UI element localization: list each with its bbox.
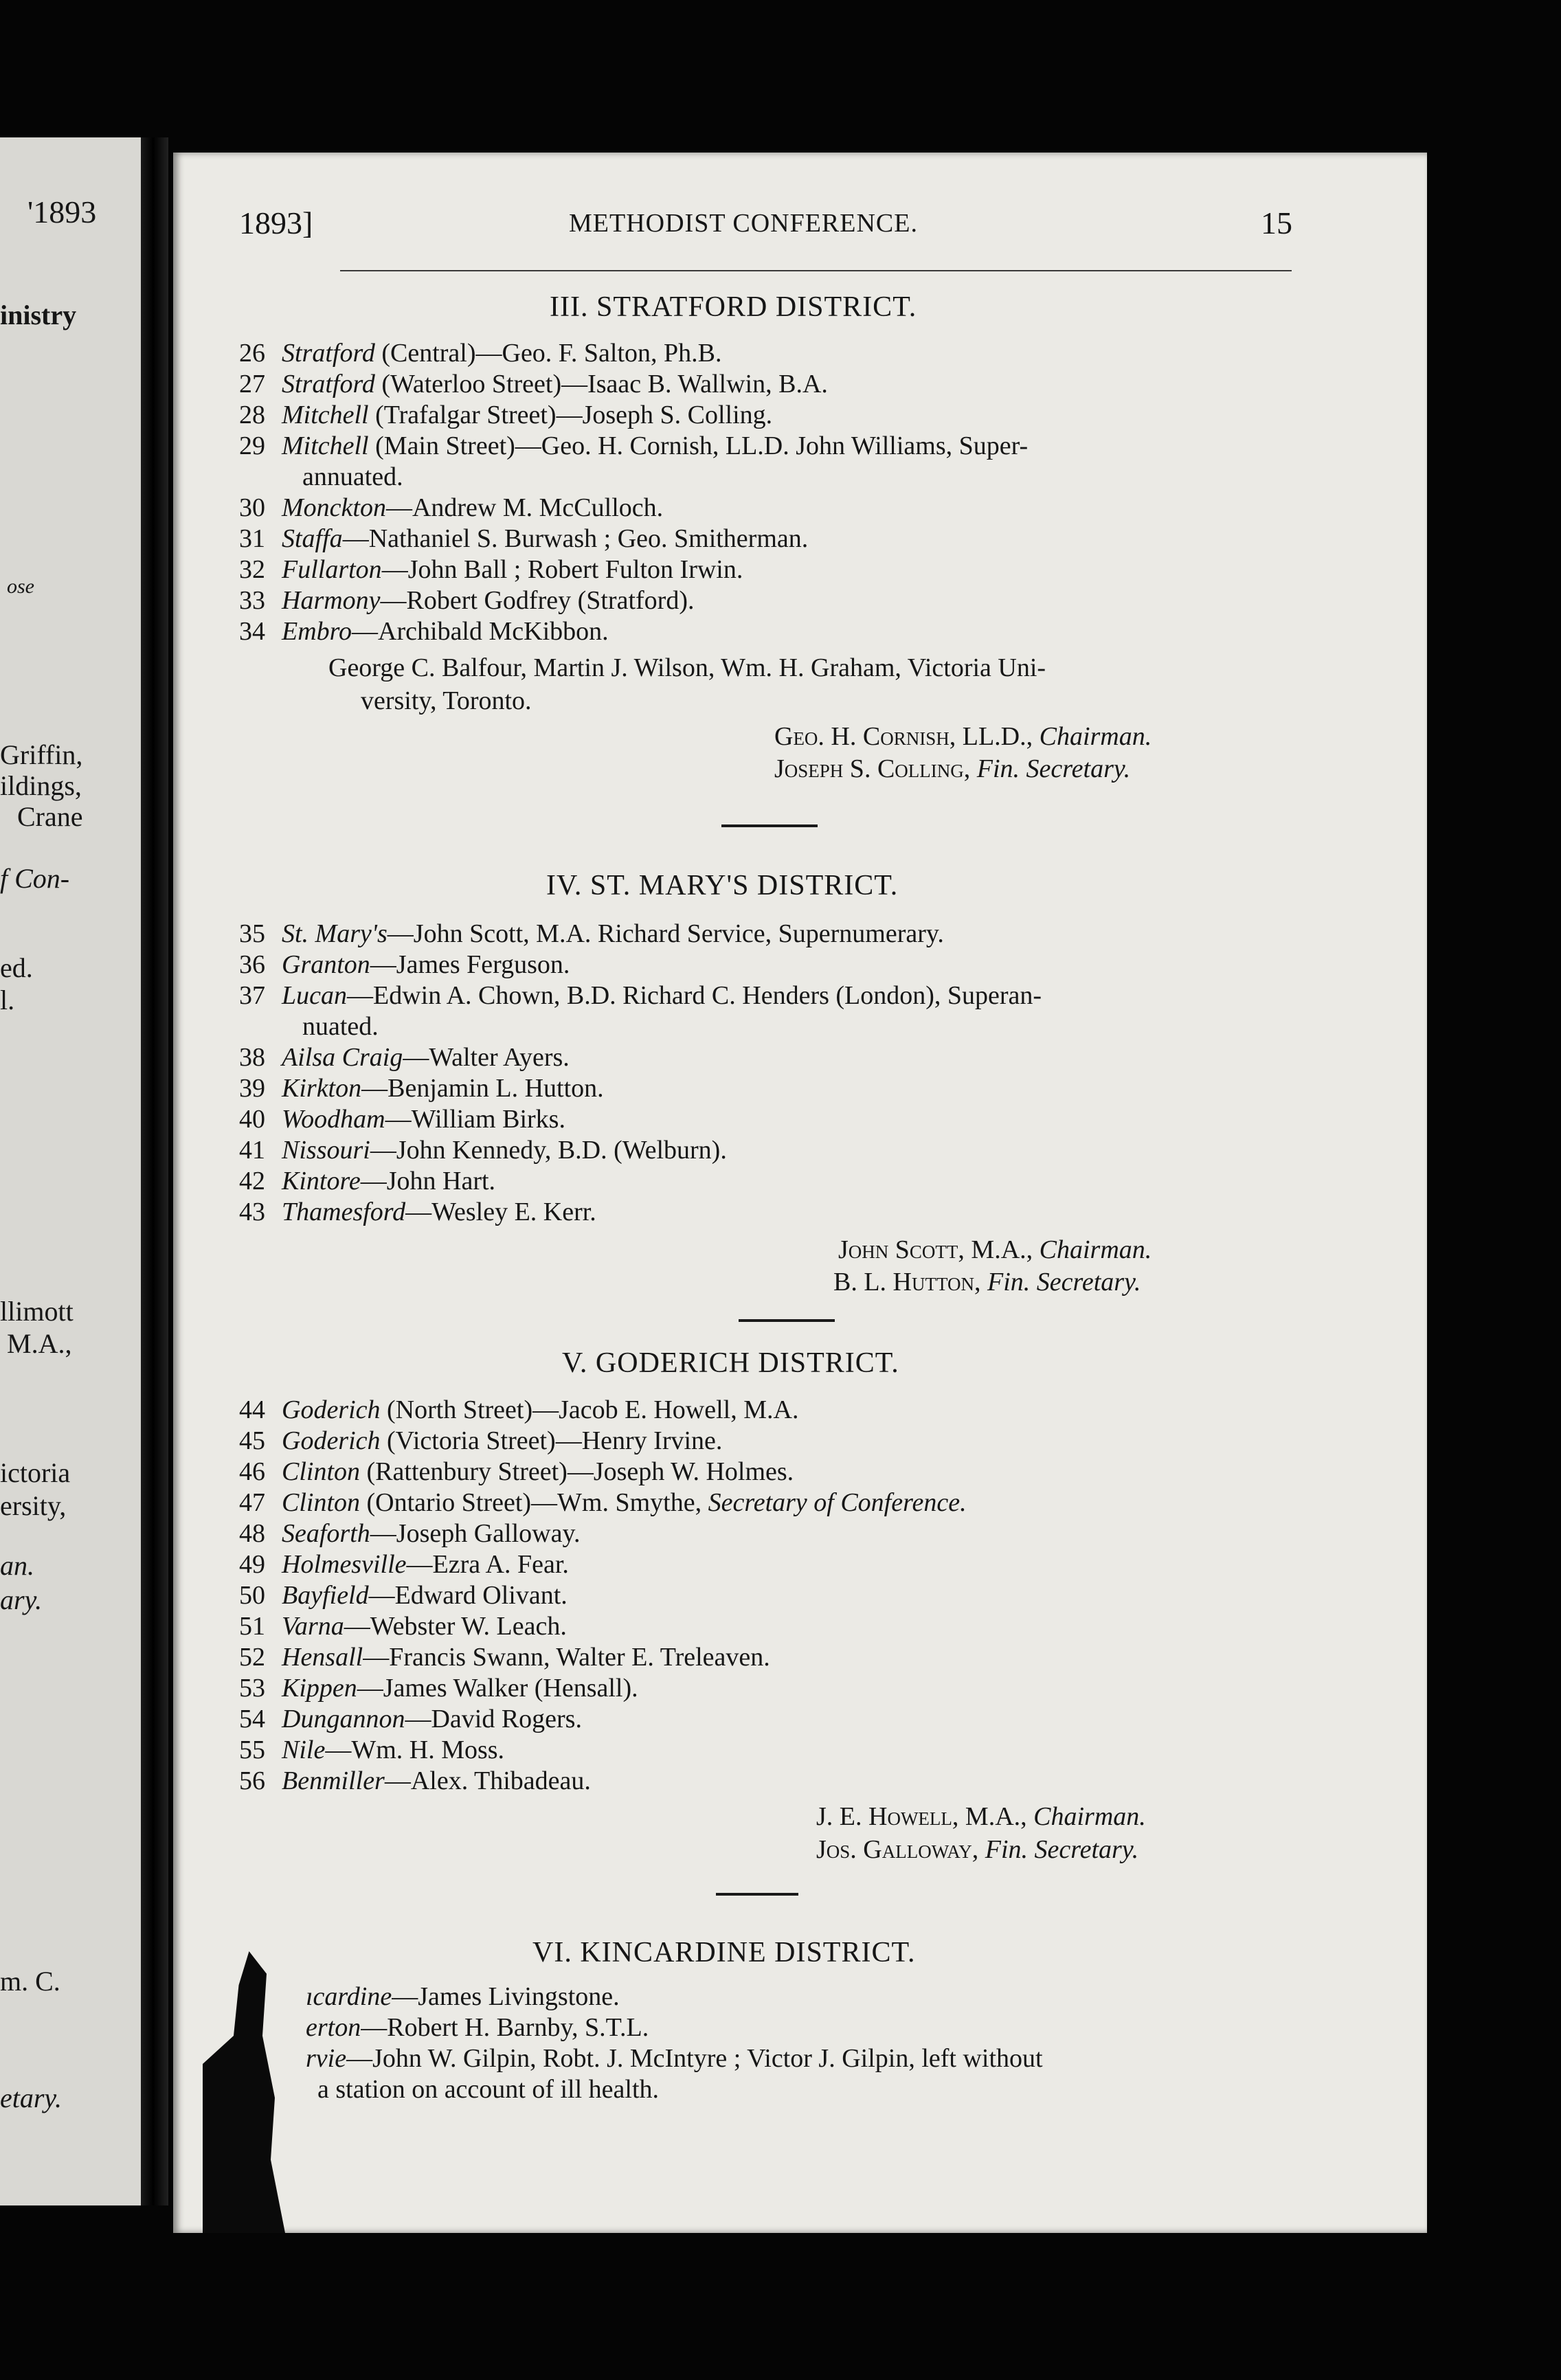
header-rule [340, 270, 1292, 271]
entry-appointment: —Joseph Galloway. [370, 1519, 581, 1548]
entry-line [317, 2073, 659, 2106]
entry-appointment: —James Ferguson. [370, 950, 570, 979]
entry-line [239, 1548, 569, 1581]
entry-place: Benmiller [282, 1766, 385, 1795]
entry-line [239, 1610, 567, 1643]
entry-number: 32 [239, 555, 265, 584]
entry-extra: Secretary of Conference. [708, 1488, 967, 1517]
entry-line [306, 2042, 1043, 2075]
entry-place: Fullarton [282, 555, 382, 584]
entry-number: 37 [239, 981, 265, 1010]
entry-number: 56 [239, 1766, 265, 1795]
entry-line [239, 1579, 568, 1612]
entry-place: Harmony [282, 586, 381, 615]
entry-place: Woodham [282, 1105, 385, 1134]
entry-appointment: (North Street)—Jacob E. Howell, M.A. [380, 1395, 799, 1424]
entry-line [239, 522, 808, 555]
secretary-name: Joseph S. Colling, [774, 754, 971, 783]
chairman-role: Chairman. [1039, 1235, 1152, 1264]
entry-appointment: —Francis Swann, Walter E. Treleaven. [363, 1643, 770, 1672]
edge-word: m. C. [0, 1966, 60, 1997]
entry-number: 44 [239, 1395, 265, 1424]
entry-place: Holmesville [282, 1550, 407, 1579]
entry-appointment: (Main Street)—Geo. H. Cornish, LL.D. John Williams, Super- [368, 431, 1029, 460]
entry-place: Goderich [282, 1426, 381, 1455]
entry-appointment: —Edward Olivant. [368, 1581, 568, 1610]
entry-number: 54 [239, 1705, 265, 1733]
entry-appointment: (Ontario Street)—Wm. Smythe, [360, 1488, 708, 1517]
entry-line [302, 1010, 379, 1043]
entry-number: 26 [239, 339, 265, 368]
entry-line [239, 584, 694, 617]
entry-place: Varna [282, 1612, 344, 1641]
entry-place: Kintore [282, 1167, 361, 1195]
entry-line [239, 1672, 638, 1705]
secretary-line [816, 1833, 1138, 1866]
secretary-line [833, 1266, 1141, 1299]
entry-number: 52 [239, 1643, 265, 1672]
entry-line [306, 1980, 620, 2013]
entry-number: 30 [239, 493, 265, 522]
entry-number: 33 [239, 586, 265, 615]
book-gutter [141, 137, 168, 2205]
entry-number: 50 [239, 1581, 265, 1610]
entry-line [239, 1041, 570, 1074]
entry-place: Mitchell [282, 431, 369, 460]
entry-appointment: —Benjamin L. Hutton. [361, 1074, 604, 1103]
entry-number: 36 [239, 950, 265, 979]
district-heading: V. GODERICH DISTRICT. [562, 1347, 899, 1379]
entry-place: Seaforth [282, 1519, 370, 1548]
entry-appointment: (Rattenbury Street)—Joseph W. Holmes. [360, 1457, 794, 1486]
chairman-line [816, 1800, 1146, 1833]
secretary-name: Jos. Galloway, [816, 1835, 979, 1864]
entry-number: 39 [239, 1074, 265, 1103]
entry-number: 51 [239, 1612, 265, 1641]
entry-place: Nissouri [282, 1136, 370, 1165]
district-note: George C. Balfour, Martin J. Wilson, Wm. H. Graham, Victoria Uni- [328, 653, 1046, 682]
entry-place: erton [306, 2013, 361, 2042]
entry-place: Thamesford [282, 1198, 406, 1226]
edge-word: an. [0, 1550, 34, 1581]
entry-line [239, 1486, 967, 1519]
entry-line [239, 1764, 591, 1797]
section-divider [716, 1893, 798, 1896]
entry-number: 41 [239, 1136, 265, 1165]
entry-line [239, 1072, 604, 1105]
entry-appointment: (Waterloo Street)—Isaac B. Wallwin, B.A. [374, 370, 828, 398]
entry-appointment: nuated. [302, 1012, 379, 1041]
entry-appointment: —Andrew M. McCulloch. [385, 493, 664, 522]
chairman-name: Geo. H. Cornish, LL.D., [774, 722, 1033, 751]
entry-place: Goderich [282, 1395, 381, 1424]
edge-word: ose [7, 575, 34, 598]
district-heading: IV. ST. MARY'S DISTRICT. [546, 870, 899, 901]
chairman-role: Chairman. [1033, 1802, 1146, 1831]
entry-place: Dungannon [282, 1705, 405, 1733]
secretary-line [774, 752, 1130, 785]
entry-place: Bayfield [282, 1581, 369, 1610]
entry-appointment: —John Ball ; Robert Fulton Irwin. [381, 555, 743, 584]
entry-number: 35 [239, 919, 265, 948]
entry-appointment: —David Rogers. [405, 1705, 582, 1733]
entry-place: ıcardine [306, 1982, 392, 2011]
entry-appointment: —William Birks. [385, 1105, 565, 1134]
entry-place: Hensall [282, 1643, 363, 1672]
secretary-role: Fin. Secretary. [976, 754, 1131, 783]
entry-appointment: —Robert Godfrey (Stratford). [380, 586, 695, 615]
entry-line [239, 1393, 798, 1426]
entry-line [239, 1703, 582, 1736]
entry-line [239, 979, 1042, 1012]
edge-word: Crane [17, 801, 83, 832]
entry-line [239, 398, 772, 431]
entry-appointment: —John Hart. [360, 1167, 496, 1195]
entry-appointment: —James Livingstone. [392, 1982, 620, 2011]
entry-place: rvie [306, 2044, 347, 2073]
entry-place: St. Mary's [282, 919, 388, 948]
section-divider [721, 824, 818, 827]
entry-place: Mitchell [282, 401, 369, 429]
entry-number: 34 [239, 617, 265, 646]
entry-number: 48 [239, 1519, 265, 1548]
district-heading: III. STRATFORD DISTRICT. [550, 291, 917, 323]
entry-appointment: —Alex. Thibadeau. [384, 1766, 591, 1795]
entry-number: 47 [239, 1488, 265, 1517]
entry-appointment: (Trafalgar Street)—Joseph S. Colling. [368, 401, 773, 429]
entry-line [239, 615, 609, 648]
entry-line [239, 1195, 596, 1228]
entry-place: Embro [282, 617, 352, 646]
entry-line [306, 2011, 649, 2044]
entry-place: Ailsa Craig [282, 1043, 403, 1072]
entry-appointment: (Central)—Geo. F. Salton, Ph.B. [374, 339, 722, 368]
entry-number: 49 [239, 1550, 265, 1579]
entry-place: Stratford [282, 339, 375, 368]
entry-line [239, 1517, 581, 1550]
header-title: METHODIST CONFERENCE. [569, 209, 918, 238]
entry-appointment: —John Kennedy, B.D. (Welburn). [370, 1136, 727, 1165]
edge-word: Griffin, [0, 739, 83, 770]
entry-line [239, 1165, 495, 1198]
edge-word: ed. [0, 952, 33, 983]
chairman-name: John Scott, M.A., [838, 1235, 1033, 1264]
entry-number: 27 [239, 370, 265, 398]
entry-number: 38 [239, 1043, 265, 1072]
chairman-line [838, 1233, 1152, 1266]
entry-place: Kippen [282, 1674, 357, 1703]
entry-number: 45 [239, 1426, 265, 1455]
entry-line [239, 1103, 565, 1136]
edge-word: f Con- [0, 863, 70, 894]
entry-appointment: —James Walker (Hensall). [357, 1674, 638, 1703]
entry-place: Clinton [282, 1457, 361, 1486]
entry-line [239, 917, 944, 950]
entry-appointment: —Ezra A. Fear. [406, 1550, 569, 1579]
district-heading: VI. KINCARDINE DISTRICT. [532, 1937, 916, 1968]
entry-number: 28 [239, 401, 265, 429]
chairman-line [774, 720, 1152, 753]
entry-line [239, 491, 663, 524]
chairman-name: J. E. Howell, M.A., [816, 1802, 1027, 1831]
entry-appointment: —Edwin A. Chown, B.D. Richard C. Henders (London), Superan- [347, 981, 1042, 1010]
edge-word: ictoria [0, 1457, 71, 1488]
district-note: versity, Toronto. [361, 686, 532, 715]
page-number: 15 [1261, 205, 1292, 240]
entry-number: 42 [239, 1167, 265, 1195]
entry-number: 46 [239, 1457, 265, 1486]
entry-appointment: —Archibald McKibbon. [352, 617, 609, 646]
entry-place: Lucan [282, 981, 347, 1010]
entry-line [239, 948, 570, 981]
entry-appointment: —Robert H. Barnby, S.T.L. [361, 2013, 649, 2042]
previous-page-edge [0, 137, 141, 2205]
entry-place: Stratford [282, 370, 375, 398]
entry-line [239, 1641, 770, 1674]
entry-appointment: —Walter Ayers. [403, 1043, 570, 1072]
edge-word: M.A., [7, 1328, 72, 1359]
entry-number: 55 [239, 1736, 265, 1764]
entry-line [302, 460, 403, 493]
header-year: 1893] [239, 205, 313, 240]
entry-appointment: —John W. Gilpin, Robt. J. McIntyre ; Victor J. Gilpin, left without [346, 2044, 1043, 2073]
entry-appointment: annuated. [302, 462, 403, 491]
secretary-role: Fin. Secretary. [985, 1835, 1139, 1864]
entry-number: 43 [239, 1198, 265, 1226]
section-divider [739, 1319, 835, 1322]
edge-word: llimott [0, 1296, 74, 1327]
edge-word: ary. [0, 1584, 43, 1615]
entry-number: 31 [239, 524, 265, 553]
entry-place: Staffa [282, 524, 343, 553]
entry-appointment: —Wm. H. Moss. [325, 1736, 505, 1764]
entry-line [239, 337, 722, 370]
entry-place: Clinton [282, 1488, 361, 1517]
entry-appointment: —Webster W. Leach. [344, 1612, 567, 1641]
edge-word: l. [0, 985, 15, 1015]
entry-place: Kirkton [282, 1074, 362, 1103]
entry-appointment: —Wesley E. Kerr. [405, 1198, 596, 1226]
entry-place: Monckton [282, 493, 386, 522]
entry-place: Granton [282, 950, 370, 979]
edge-word: inistry [0, 300, 77, 330]
entry-line [239, 1455, 794, 1488]
entry-line [239, 1733, 504, 1766]
edge-word: ildings, [0, 770, 82, 801]
chairman-role: Chairman. [1039, 722, 1152, 751]
entry-line [239, 1134, 727, 1167]
secretary-role: Fin. Secretary. [987, 1268, 1141, 1296]
entry-place: Nile [282, 1736, 326, 1764]
entry-number: 40 [239, 1105, 265, 1134]
entry-appointment: —Nathaniel S. Burwash ; Geo. Smitherman. [342, 524, 809, 553]
entry-appointment: a station on account of ill health. [317, 2075, 660, 2104]
entry-number: 53 [239, 1674, 265, 1703]
edge-word: ersity, [0, 1490, 67, 1521]
entry-appointment: (Victoria Street)—Henry Irvine. [380, 1426, 723, 1455]
entry-appointment: —John Scott, M.A. Richard Service, Supernumerary. [387, 919, 944, 948]
entry-line [239, 1424, 722, 1457]
entry-line [239, 429, 1028, 462]
entry-line [239, 368, 828, 401]
entry-number: 29 [239, 431, 265, 460]
edge-word: etary. [0, 2082, 62, 2113]
secretary-name: B. L. Hutton, [833, 1268, 981, 1296]
edge-year: '1893 [27, 194, 97, 229]
entry-line [239, 553, 743, 586]
